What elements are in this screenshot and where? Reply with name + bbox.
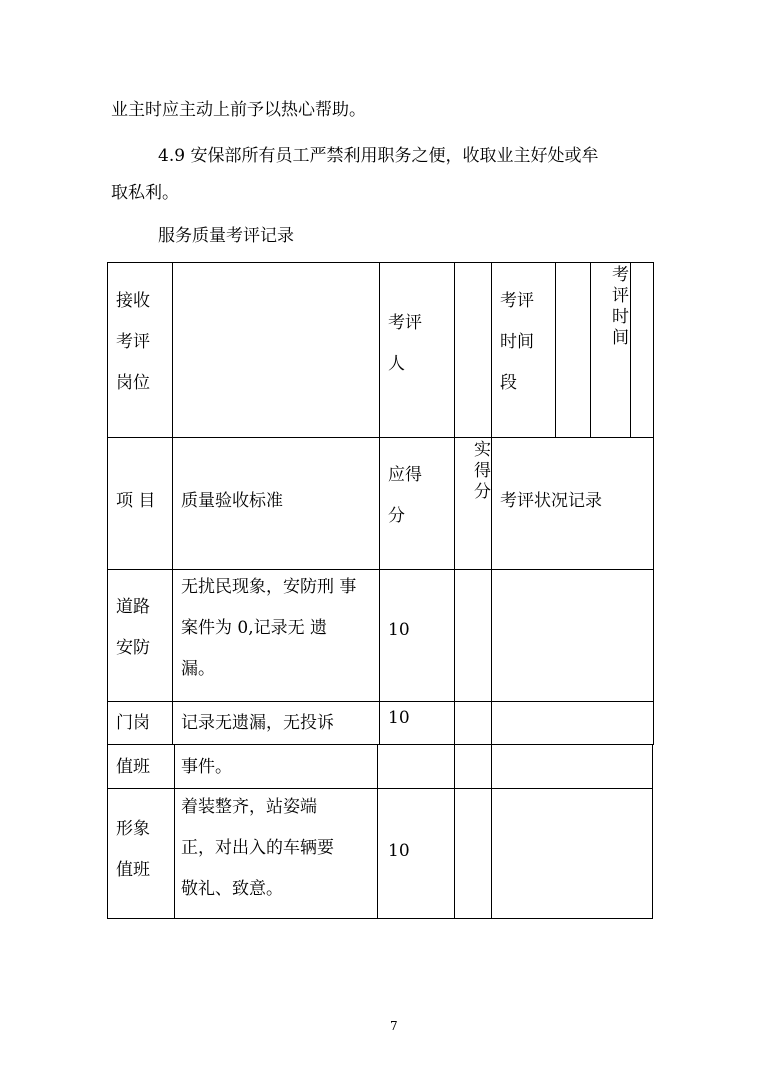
- col-record: 考评状况记录: [500, 491, 602, 511]
- post-label: 接收 考评 岗位: [116, 291, 150, 393]
- row-1-score: 10: [388, 620, 410, 640]
- body-paragraph-line-2: 4.9 安保部所有员工严禁利用职务之便，收取业主好处或牟: [158, 146, 599, 166]
- col-item: 项 目: [116, 491, 156, 511]
- row-3-item: 值班: [116, 757, 150, 777]
- body-paragraph-line-3: 取私利。: [111, 183, 179, 203]
- row-2-score: 10: [388, 708, 410, 728]
- page-number: 7: [390, 1019, 398, 1033]
- body-paragraph-line-1: 业主时应主动上前予以热心帮助。: [111, 100, 366, 120]
- period-label: 考评 时间 段: [500, 291, 534, 393]
- table-title: 服务质量考评记录: [158, 226, 294, 246]
- row-3-standard: 事件。: [181, 757, 232, 777]
- col-score: 应得 分: [388, 465, 422, 526]
- row-4-score: 10: [388, 841, 410, 861]
- col-standard: 质量验收标准: [181, 491, 283, 511]
- row-2-standard: 记录无遗漏，无投诉: [181, 713, 334, 733]
- row-2-item: 门岗: [116, 713, 150, 733]
- time-label: 考 评 时 间: [612, 265, 629, 348]
- evaluator-label: 考评 人: [388, 313, 422, 374]
- col-actual: 实 得 分: [474, 440, 491, 502]
- row-1-standard: 无扰民现象，安防刑 事 案件为 0,记录无 遗 漏。: [181, 577, 357, 679]
- row-4-item: 形象 值班: [116, 819, 150, 880]
- row-4-standard: 着装整齐，站姿端 正，对出入的车辆要 敬礼、致意。: [181, 797, 334, 899]
- row-1-item: 道路 安防: [116, 597, 150, 658]
